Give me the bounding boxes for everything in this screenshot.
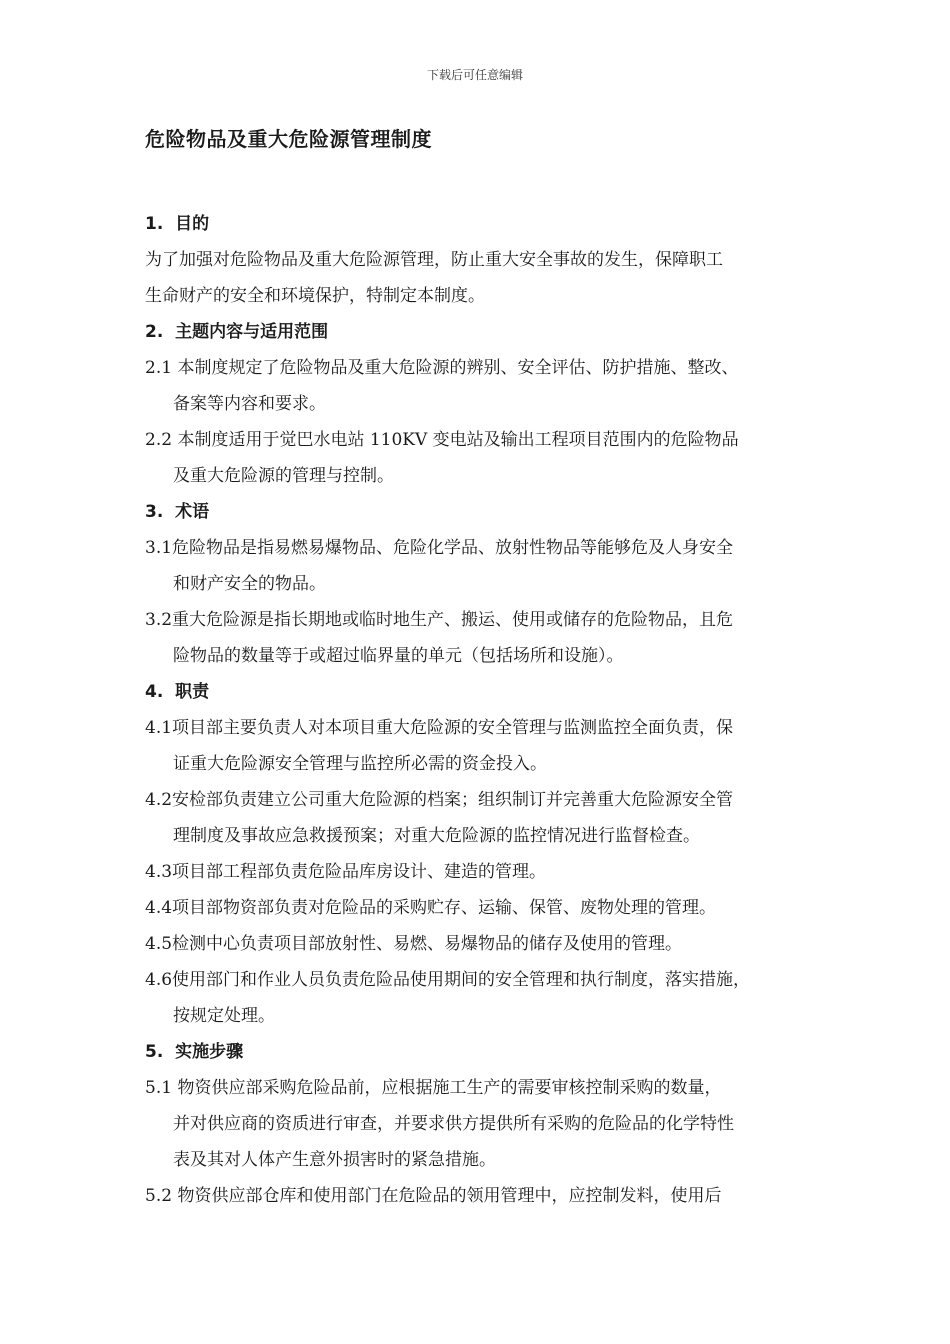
numbered-clause bbox=[145, 854, 835, 890]
line-text: 为了加强对危险物品及重大危险源管理，防止重大安全事故的发生，保障职工 bbox=[145, 250, 723, 270]
line-text: 职责 bbox=[175, 682, 210, 702]
line-text: 按规定处理。 bbox=[173, 1006, 275, 1026]
clause-number: 2.2 bbox=[145, 430, 173, 450]
numbered-clause bbox=[145, 1070, 835, 1106]
clause-number: 1. bbox=[145, 214, 164, 234]
paragraph-continuation bbox=[145, 1106, 835, 1142]
numbered-clause bbox=[145, 962, 835, 998]
numbered-clause bbox=[145, 602, 835, 638]
line-text: 检测中心负责项目部放射性、易燃、易爆物品的储存及使用的管理。 bbox=[172, 934, 683, 954]
line-text: 安检部负责建立公司重大危险源的档案；组织制订并完善重大危险源安全管 bbox=[172, 790, 734, 810]
line-text: 和财产安全的物品。 bbox=[173, 574, 326, 594]
paragraph-line bbox=[145, 242, 835, 278]
numbered-clause bbox=[145, 782, 835, 818]
document-body bbox=[145, 206, 835, 1214]
numbered-clause bbox=[145, 530, 835, 566]
paragraph-line bbox=[145, 278, 835, 314]
line-text: 术语 bbox=[175, 502, 210, 522]
clause-number: 5. bbox=[145, 1042, 164, 1062]
line-text: 并对供应商的资质进行审查，并要求供方提供所有采购的危险品的化学特性 bbox=[173, 1114, 734, 1134]
section-heading bbox=[145, 674, 835, 710]
line-text: 项目部主要负责人对本项目重大危险源的安全管理与监测监控全面负责，保 bbox=[172, 718, 734, 738]
paragraph-continuation bbox=[145, 1142, 835, 1178]
line-text: 证重大危险源安全管理与监控所必需的资金投入。 bbox=[173, 754, 547, 774]
line-text: 物资供应部采购危险品前，应根据施工生产的需要审核控制采购的数量， bbox=[172, 1078, 722, 1098]
clause-number: 4. bbox=[145, 682, 164, 702]
clause-number: 4.5 bbox=[145, 934, 173, 954]
section-heading bbox=[145, 1034, 835, 1070]
header-note: 下载后可任意编辑 bbox=[426, 68, 523, 82]
numbered-clause bbox=[145, 350, 835, 386]
line-text: 危险物品是指易燃易爆物品、危险化学品、放射性物品等能够危及人身安全 bbox=[172, 538, 734, 558]
clause-number: 3.1 bbox=[145, 538, 173, 558]
line-text: 本制度规定了危险物品及重大危险源的辨别、安全评估、防护措施、整改、 bbox=[172, 358, 739, 378]
clause-number: 3. bbox=[145, 502, 164, 522]
paragraph-continuation bbox=[145, 638, 835, 674]
line-text: 重大危险源是指长期地或临时地生产、搬运、使用或储存的危险物品，且危 bbox=[172, 610, 734, 630]
numbered-clause bbox=[145, 890, 835, 926]
line-text: 实施步骤 bbox=[175, 1042, 244, 1062]
line-text: 本制度适用于觉巴水电站 110KV 变电站及输出工程项目范围内的危险物品 bbox=[172, 430, 739, 450]
clause-number: 2.1 bbox=[145, 358, 173, 378]
clause-number: 3.2 bbox=[145, 610, 173, 630]
section-heading bbox=[145, 494, 835, 530]
clause-number: 4.3 bbox=[145, 862, 173, 882]
line-text: 目的 bbox=[175, 214, 210, 234]
line-text: 物资供应部仓库和使用部门在危险品的领用管理中，应控制发料，使用后 bbox=[172, 1186, 722, 1206]
paragraph-continuation bbox=[145, 818, 835, 854]
section-heading bbox=[145, 206, 835, 242]
paragraph-continuation bbox=[145, 458, 835, 494]
numbered-clause bbox=[145, 710, 835, 746]
clause-number: 4.6 bbox=[145, 970, 173, 990]
line-text: 备案等内容和要求。 bbox=[173, 394, 326, 414]
clause-number: 4.4 bbox=[145, 898, 173, 918]
section-heading bbox=[145, 314, 835, 350]
clause-number: 2. bbox=[145, 322, 164, 342]
page-title: 危险物品及重大危险源管理制度 bbox=[145, 127, 432, 151]
clause-number: 5.1 bbox=[145, 1078, 173, 1098]
numbered-clause bbox=[145, 1178, 835, 1214]
paragraph-continuation bbox=[145, 566, 835, 602]
line-text: 生命财产的安全和环境保护，特制定本制度。 bbox=[145, 286, 485, 306]
numbered-clause bbox=[145, 422, 835, 458]
paragraph-continuation bbox=[145, 998, 835, 1034]
line-text: 表及其对人体产生意外损害时的紧急措施。 bbox=[173, 1150, 496, 1170]
line-text: 使用部门和作业人员负责危险品使用期间的安全管理和执行制度，落实措施， bbox=[172, 970, 751, 990]
paragraph-continuation bbox=[145, 386, 835, 422]
clause-number: 5.2 bbox=[145, 1186, 173, 1206]
line-text: 项目部工程部负责危险品库房设计、建造的管理。 bbox=[172, 862, 547, 882]
line-text: 及重大危险源的管理与控制。 bbox=[173, 466, 394, 486]
line-text: 项目部物资部负责对危险品的采购贮存、运输、保管、废物处理的管理。 bbox=[172, 898, 717, 918]
line-text: 理制度及事故应急救援预案；对重大危险源的监控情况进行监督检查。 bbox=[173, 826, 700, 846]
numbered-clause bbox=[145, 926, 835, 962]
clause-number: 4.2 bbox=[145, 790, 173, 810]
line-text: 主题内容与适用范围 bbox=[175, 322, 329, 342]
clause-number: 4.1 bbox=[145, 718, 173, 738]
paragraph-continuation bbox=[145, 746, 835, 782]
line-text: 险物品的数量等于或超过临界量的单元（包括场所和设施）。 bbox=[173, 646, 624, 666]
